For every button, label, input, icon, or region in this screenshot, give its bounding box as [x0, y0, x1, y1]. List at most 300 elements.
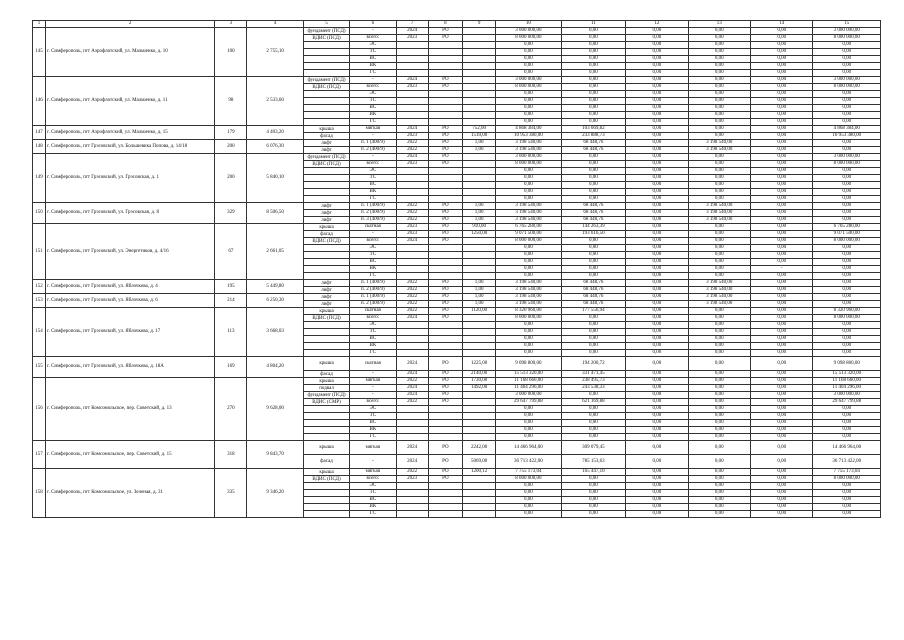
table-cell: 0,00	[688, 56, 750, 63]
table-cell: 0,00	[496, 168, 561, 175]
table-cell	[303, 511, 349, 518]
table-cell: 0,00	[813, 273, 881, 280]
column-number-header: 3	[215, 21, 247, 28]
table-cell: 0,00	[626, 455, 688, 469]
table-cell: всего:	[350, 399, 396, 406]
table-cell: 0,00	[496, 105, 561, 112]
table-row	[33, 294, 881, 301]
table-cell: 0,00	[688, 490, 750, 497]
table-cell	[462, 112, 495, 119]
table-cell: 0,00	[561, 238, 625, 245]
table-cell: п. 1 (400/9)	[350, 294, 396, 301]
table-cell: 68 448,76	[561, 147, 625, 154]
table-cell: 0,00	[561, 98, 625, 105]
table-cell: 0,00	[626, 371, 688, 378]
table-cell: РО	[428, 133, 462, 140]
table-cell: 0,00	[813, 147, 881, 154]
table-cell: 68 448,76	[561, 203, 625, 210]
table-cell	[428, 427, 462, 434]
table-cell	[462, 28, 495, 35]
table-cell: 0,00	[626, 49, 688, 56]
table-cell: 0,00	[688, 98, 750, 105]
table-cell	[303, 322, 349, 329]
table-cell: 3 198 540,00	[688, 203, 750, 210]
table-cell: -	[350, 392, 396, 399]
table-cell: РО	[428, 392, 462, 399]
table-cell: 6 765 280,00	[496, 224, 561, 231]
table-cell: крыша	[303, 378, 349, 385]
table-cell: 0,00	[688, 357, 750, 371]
table-cell	[428, 504, 462, 511]
table-cell: 3 198 540,00	[688, 140, 750, 147]
table-cell: 0,00	[561, 175, 625, 182]
table-cell	[462, 182, 495, 189]
table-cell	[462, 413, 495, 420]
table-cell: 2022	[396, 399, 428, 406]
table-cell: 0,00	[813, 497, 881, 504]
table-cell	[396, 490, 428, 497]
table-cell: ВДИС (ПСД)	[303, 161, 349, 168]
table-cell: 0,00	[688, 413, 750, 420]
table-cell	[303, 112, 349, 119]
table-cell: 0,00	[688, 42, 750, 49]
table-cell: 0,00	[626, 112, 688, 119]
table-cell: 3 198 540,00	[496, 301, 561, 308]
cost-cell: 9 346,20	[247, 469, 303, 518]
table-cell	[462, 252, 495, 259]
table-cell: 0,00	[688, 308, 750, 315]
table-cell: ВДИС (ПСД)	[303, 476, 349, 483]
table-cell: 3 000 000,00	[496, 77, 561, 84]
table-cell: мягкая	[350, 126, 396, 133]
table-cell	[428, 189, 462, 196]
table-cell: 193 616,50	[561, 231, 625, 238]
table-cell: 0,00	[813, 490, 881, 497]
table-cell: 0,00	[688, 399, 750, 406]
table-cell: ВК	[350, 189, 396, 196]
table-cell	[428, 273, 462, 280]
table-cell: 0,00	[750, 49, 812, 56]
table-cell: 0,00	[750, 308, 812, 315]
table-cell: 752,00	[462, 126, 495, 133]
cost-cell: 5 840,10	[247, 154, 303, 203]
table-row	[33, 140, 881, 147]
address-cell: г. Симферополь, пгт Грэсовский, ул. Яблочкова, д. 6	[46, 294, 215, 308]
table-cell: 0,00	[496, 336, 561, 343]
table-cell: 0,00	[813, 210, 881, 217]
table-cell: скатная	[350, 357, 396, 371]
table-cell: п. 1 (400/9)	[350, 203, 396, 210]
table-cell: 0,00	[561, 196, 625, 203]
table-cell: 0,00	[750, 147, 812, 154]
table-cell	[462, 315, 495, 322]
table-cell: 2024	[396, 154, 428, 161]
table-cell: фасад	[303, 133, 349, 140]
table-cell	[462, 91, 495, 98]
table-cell: 0,00	[750, 210, 812, 217]
table-cell: 0,00	[626, 441, 688, 455]
table-cell: 3 198 540,00	[688, 301, 750, 308]
table-cell: 0,00	[496, 175, 561, 182]
table-cell: 0,00	[626, 511, 688, 518]
table-cell	[303, 56, 349, 63]
table-cell: РО	[428, 224, 462, 231]
table-cell: 36 713 422,00	[813, 455, 881, 469]
table-cell: 0,00	[750, 504, 812, 511]
table-cell: 910,00	[462, 224, 495, 231]
table-cell: 0,00	[688, 224, 750, 231]
table-cell: 1730,00	[462, 378, 495, 385]
column-number-header: 6	[350, 21, 396, 28]
table-cell: ТС	[350, 490, 396, 497]
table-cell	[462, 98, 495, 105]
table-cell	[303, 91, 349, 98]
table-cell: скатная	[350, 224, 396, 231]
table-cell: 0,00	[813, 420, 881, 427]
table-cell: 2022	[396, 280, 428, 287]
table-cell	[428, 63, 462, 70]
table-cell: -	[350, 231, 396, 238]
table-cell	[462, 77, 495, 84]
table-cell: 0,00	[750, 273, 812, 280]
table-cell: 0,00	[626, 252, 688, 259]
table-cell: 0,00	[496, 252, 561, 259]
table-cell: ВС	[350, 56, 396, 63]
table-cell	[428, 98, 462, 105]
table-cell: 4 868 384,00	[813, 126, 881, 133]
table-cell: 0,00	[750, 203, 812, 210]
table-cell	[396, 175, 428, 182]
table-cell	[303, 483, 349, 490]
table-cell: 0,00	[750, 476, 812, 483]
table-cell: мягкая	[350, 378, 396, 385]
table-cell: 8 000 000,00	[813, 161, 881, 168]
table-cell: лифт	[303, 217, 349, 224]
table-cell: 243 538,33	[561, 385, 625, 392]
table-cell: 0,00	[561, 56, 625, 63]
area-cell: 179	[215, 126, 247, 140]
table-cell	[462, 343, 495, 350]
address-cell: г. Симферополь, пгт Грэсовский, ул. Энергетиков, д. 4/16	[46, 224, 215, 280]
table-cell: 0,00	[688, 70, 750, 77]
table-cell: ВДИС (ПСД)	[303, 315, 349, 322]
table-cell: 2022	[396, 147, 428, 154]
table-cell	[462, 119, 495, 126]
table-cell	[428, 49, 462, 56]
table-cell	[428, 259, 462, 266]
table-cell: 8 000 000,00	[813, 476, 881, 483]
table-cell: 0,00	[750, 84, 812, 91]
table-cell: 0,00	[561, 91, 625, 98]
table-cell: 8 000 000,00	[496, 238, 561, 245]
table-cell: 9 071 500,00	[813, 231, 881, 238]
table-cell: 68 448,76	[561, 301, 625, 308]
table-cell: всего:	[350, 476, 396, 483]
table-cell	[462, 350, 495, 357]
address-cell: г. Симферополь, пгт Грэсовский, ул. Грэсовская, д. 1	[46, 154, 215, 203]
table-cell: 3 000 000,00	[813, 77, 881, 84]
table-cell: 0,00	[561, 392, 625, 399]
table-cell: 0,00	[813, 511, 881, 518]
column-number-header: 7	[396, 21, 428, 28]
table-cell: 3 000 000,00	[496, 392, 561, 399]
table-cell: 309 079,45	[561, 441, 625, 455]
table-cell: 0,00	[688, 168, 750, 175]
table-cell: 0,00	[688, 322, 750, 329]
table-cell	[396, 105, 428, 112]
table-cell: 0,00	[750, 413, 812, 420]
table-cell: ВК	[350, 504, 396, 511]
table-cell: 0,00	[688, 315, 750, 322]
table-cell: 0,00	[496, 91, 561, 98]
table-cell: 0,00	[561, 322, 625, 329]
program-table	[32, 20, 881, 518]
table-cell	[462, 189, 495, 196]
table-cell: 8 000 000,00	[496, 161, 561, 168]
table-cell: 0,00	[813, 294, 881, 301]
table-cell: 0,00	[750, 287, 812, 294]
table-cell: РО	[428, 357, 462, 371]
table-cell	[303, 70, 349, 77]
table-cell: 2022	[396, 287, 428, 294]
table-cell: 0,00	[496, 119, 561, 126]
table-cell: 0,00	[813, 434, 881, 441]
table-row	[33, 28, 881, 35]
table-cell	[462, 42, 495, 49]
table-cell: 0,00	[626, 182, 688, 189]
area-cell: 329	[215, 203, 247, 224]
column-number-header: 9	[462, 21, 495, 28]
table-cell: ГС	[350, 70, 396, 77]
table-cell	[396, 70, 428, 77]
table-cell: 0,00	[813, 287, 881, 294]
table-cell: 0,00	[496, 413, 561, 420]
table-cell: 0,00	[750, 455, 812, 469]
table-cell: РО	[428, 126, 462, 133]
table-cell: 3 198 540,00	[496, 140, 561, 147]
table-cell	[303, 175, 349, 182]
table-cell	[462, 168, 495, 175]
area-cell: 195	[215, 280, 247, 294]
table-cell	[462, 329, 495, 336]
table-cell: ТС	[350, 175, 396, 182]
cost-cell: 6 250,30	[247, 294, 303, 308]
area-cell: 169	[215, 357, 247, 378]
table-cell	[396, 168, 428, 175]
table-cell	[462, 259, 495, 266]
table-cell: 177 556,94	[561, 308, 625, 315]
table-cell: ТС	[350, 329, 396, 336]
table-cell: РО	[428, 210, 462, 217]
table-cell: 0,00	[688, 406, 750, 413]
table-cell	[396, 119, 428, 126]
table-cell: 2022	[396, 469, 428, 476]
address-cell: г. Симферополь, пгт Комсомольское, пер. Советский, д. 13	[46, 378, 215, 441]
table-cell: 0,00	[496, 343, 561, 350]
table-cell: 3 198 540,00	[496, 280, 561, 287]
table-cell: 10 953 380,00	[813, 133, 881, 140]
table-cell	[396, 56, 428, 63]
table-cell: 1,00	[462, 294, 495, 301]
table-cell: ГС	[350, 511, 396, 518]
table-cell: 0,00	[750, 420, 812, 427]
table-cell	[462, 511, 495, 518]
table-cell: 0,00	[561, 259, 625, 266]
table-cell: 0,00	[626, 490, 688, 497]
table-cell: крыша	[303, 469, 349, 476]
table-cell: 1,00	[462, 301, 495, 308]
table-cell: -	[350, 371, 396, 378]
table-cell: фундамент (ПСД)	[303, 392, 349, 399]
table-cell: 0,00	[626, 301, 688, 308]
table-row	[33, 126, 881, 133]
table-cell: 0,00	[688, 434, 750, 441]
cost-cell: 6 076,30	[247, 140, 303, 154]
table-cell: 238 495,73	[561, 378, 625, 385]
table-cell	[396, 259, 428, 266]
table-cell	[462, 49, 495, 56]
table-cell: 0,00	[561, 35, 625, 42]
table-cell: 1120,00	[462, 308, 495, 315]
table-cell: 11 404 296,00	[496, 385, 561, 392]
table-cell: 0,00	[626, 63, 688, 70]
table-cell: 0,00	[750, 336, 812, 343]
area-cell: 214	[215, 294, 247, 308]
table-cell: 0,00	[750, 182, 812, 189]
table-cell: 0,00	[750, 56, 812, 63]
table-cell: ТС	[350, 252, 396, 259]
table-cell: 3 198 540,00	[496, 217, 561, 224]
table-cell: РО	[428, 301, 462, 308]
table-cell: 0,00	[496, 63, 561, 70]
table-cell: 0,00	[688, 91, 750, 98]
table-cell: 0,00	[813, 406, 881, 413]
table-cell	[428, 105, 462, 112]
table-cell: 0,00	[561, 105, 625, 112]
table-cell	[303, 427, 349, 434]
table-cell: ВС	[350, 336, 396, 343]
table-cell	[303, 350, 349, 357]
table-cell: 0,00	[561, 154, 625, 161]
table-cell: РО	[428, 441, 462, 455]
table-cell: 0,00	[688, 126, 750, 133]
table-cell: 0,00	[813, 91, 881, 98]
table-cell: лифт	[303, 140, 349, 147]
table-cell: 2023	[396, 133, 428, 140]
table-cell: 0,00	[561, 28, 625, 35]
cost-cell: 2 661,05	[247, 224, 303, 280]
table-cell: 0,00	[561, 119, 625, 126]
table-cell: скатная	[350, 308, 396, 315]
table-cell: 0,00	[688, 259, 750, 266]
table-cell	[303, 196, 349, 203]
table-cell: 0,00	[750, 490, 812, 497]
table-cell: лифт	[303, 280, 349, 287]
table-row	[33, 441, 881, 455]
cost-cell: 4 403,20	[247, 126, 303, 140]
table-cell: 0,00	[626, 28, 688, 35]
area-cell: 200	[215, 154, 247, 203]
table-cell: фасад	[303, 455, 349, 469]
cost-cell: 9 843,70	[247, 441, 303, 469]
column-number-header: 10	[496, 21, 561, 28]
table-cell: 3 198 540,00	[496, 147, 561, 154]
table-cell: всего:	[350, 161, 396, 168]
table-cell: 68 448,76	[561, 217, 625, 224]
table-cell: 0,00	[688, 371, 750, 378]
table-cell: 0,00	[750, 399, 812, 406]
row-number-cell: 158	[33, 469, 46, 518]
table-cell: 0,00	[561, 245, 625, 252]
table-cell: ВС	[350, 105, 396, 112]
table-cell	[303, 329, 349, 336]
table-cell: ВДИС (ПСД)	[303, 238, 349, 245]
table-cell: 0,00	[561, 77, 625, 84]
table-cell: 0,00	[626, 189, 688, 196]
table-cell: ГС	[350, 196, 396, 203]
table-cell	[396, 336, 428, 343]
table-row	[33, 203, 881, 210]
table-cell: 0,00	[813, 175, 881, 182]
table-cell: 10 953 380,00	[496, 133, 561, 140]
table-cell: 0,00	[626, 56, 688, 63]
table-cell: 0,00	[688, 329, 750, 336]
table-cell: 0,00	[813, 98, 881, 105]
table-cell: 4 868 384,00	[496, 126, 561, 133]
table-cell	[396, 42, 428, 49]
table-cell: 0,00	[496, 42, 561, 49]
area-cell: 335	[215, 469, 247, 518]
table-cell: -	[350, 28, 396, 35]
table-cell: 0,00	[561, 497, 625, 504]
table-cell: 0,00	[813, 189, 881, 196]
table-cell: 0,00	[750, 434, 812, 441]
table-cell: 8 000 000,00	[496, 35, 561, 42]
table-cell: 0,00	[750, 238, 812, 245]
table-cell: 0,00	[626, 434, 688, 441]
table-cell: 0,00	[813, 203, 881, 210]
table-cell: 0,00	[750, 357, 812, 371]
table-cell: 0,00	[750, 168, 812, 175]
table-cell: фундамент (ПСД)	[303, 28, 349, 35]
table-cell: 0,00	[496, 245, 561, 252]
table-cell: РО	[428, 147, 462, 154]
table-cell: 0,00	[496, 490, 561, 497]
table-cell	[462, 245, 495, 252]
column-number-header: 1	[33, 21, 46, 28]
table-cell	[396, 196, 428, 203]
table-cell: 0,00	[626, 105, 688, 112]
table-cell: 0,00	[688, 497, 750, 504]
table-cell	[396, 245, 428, 252]
table-cell	[303, 336, 349, 343]
table-cell: 0,00	[626, 266, 688, 273]
table-cell: 0,00	[496, 329, 561, 336]
table-cell	[462, 504, 495, 511]
table-cell: 2024	[396, 315, 428, 322]
table-cell: 5069,00	[462, 455, 495, 469]
table-cell	[396, 49, 428, 56]
table-cell: РО	[428, 308, 462, 315]
table-cell	[462, 427, 495, 434]
table-row	[33, 280, 881, 287]
table-cell	[303, 490, 349, 497]
cost-cell: 2 533,60	[247, 77, 303, 126]
table-cell: 0,00	[813, 483, 881, 490]
table-cell: 0,00	[750, 259, 812, 266]
table-cell: 0,00	[750, 497, 812, 504]
table-cell: 3 198 540,00	[688, 217, 750, 224]
